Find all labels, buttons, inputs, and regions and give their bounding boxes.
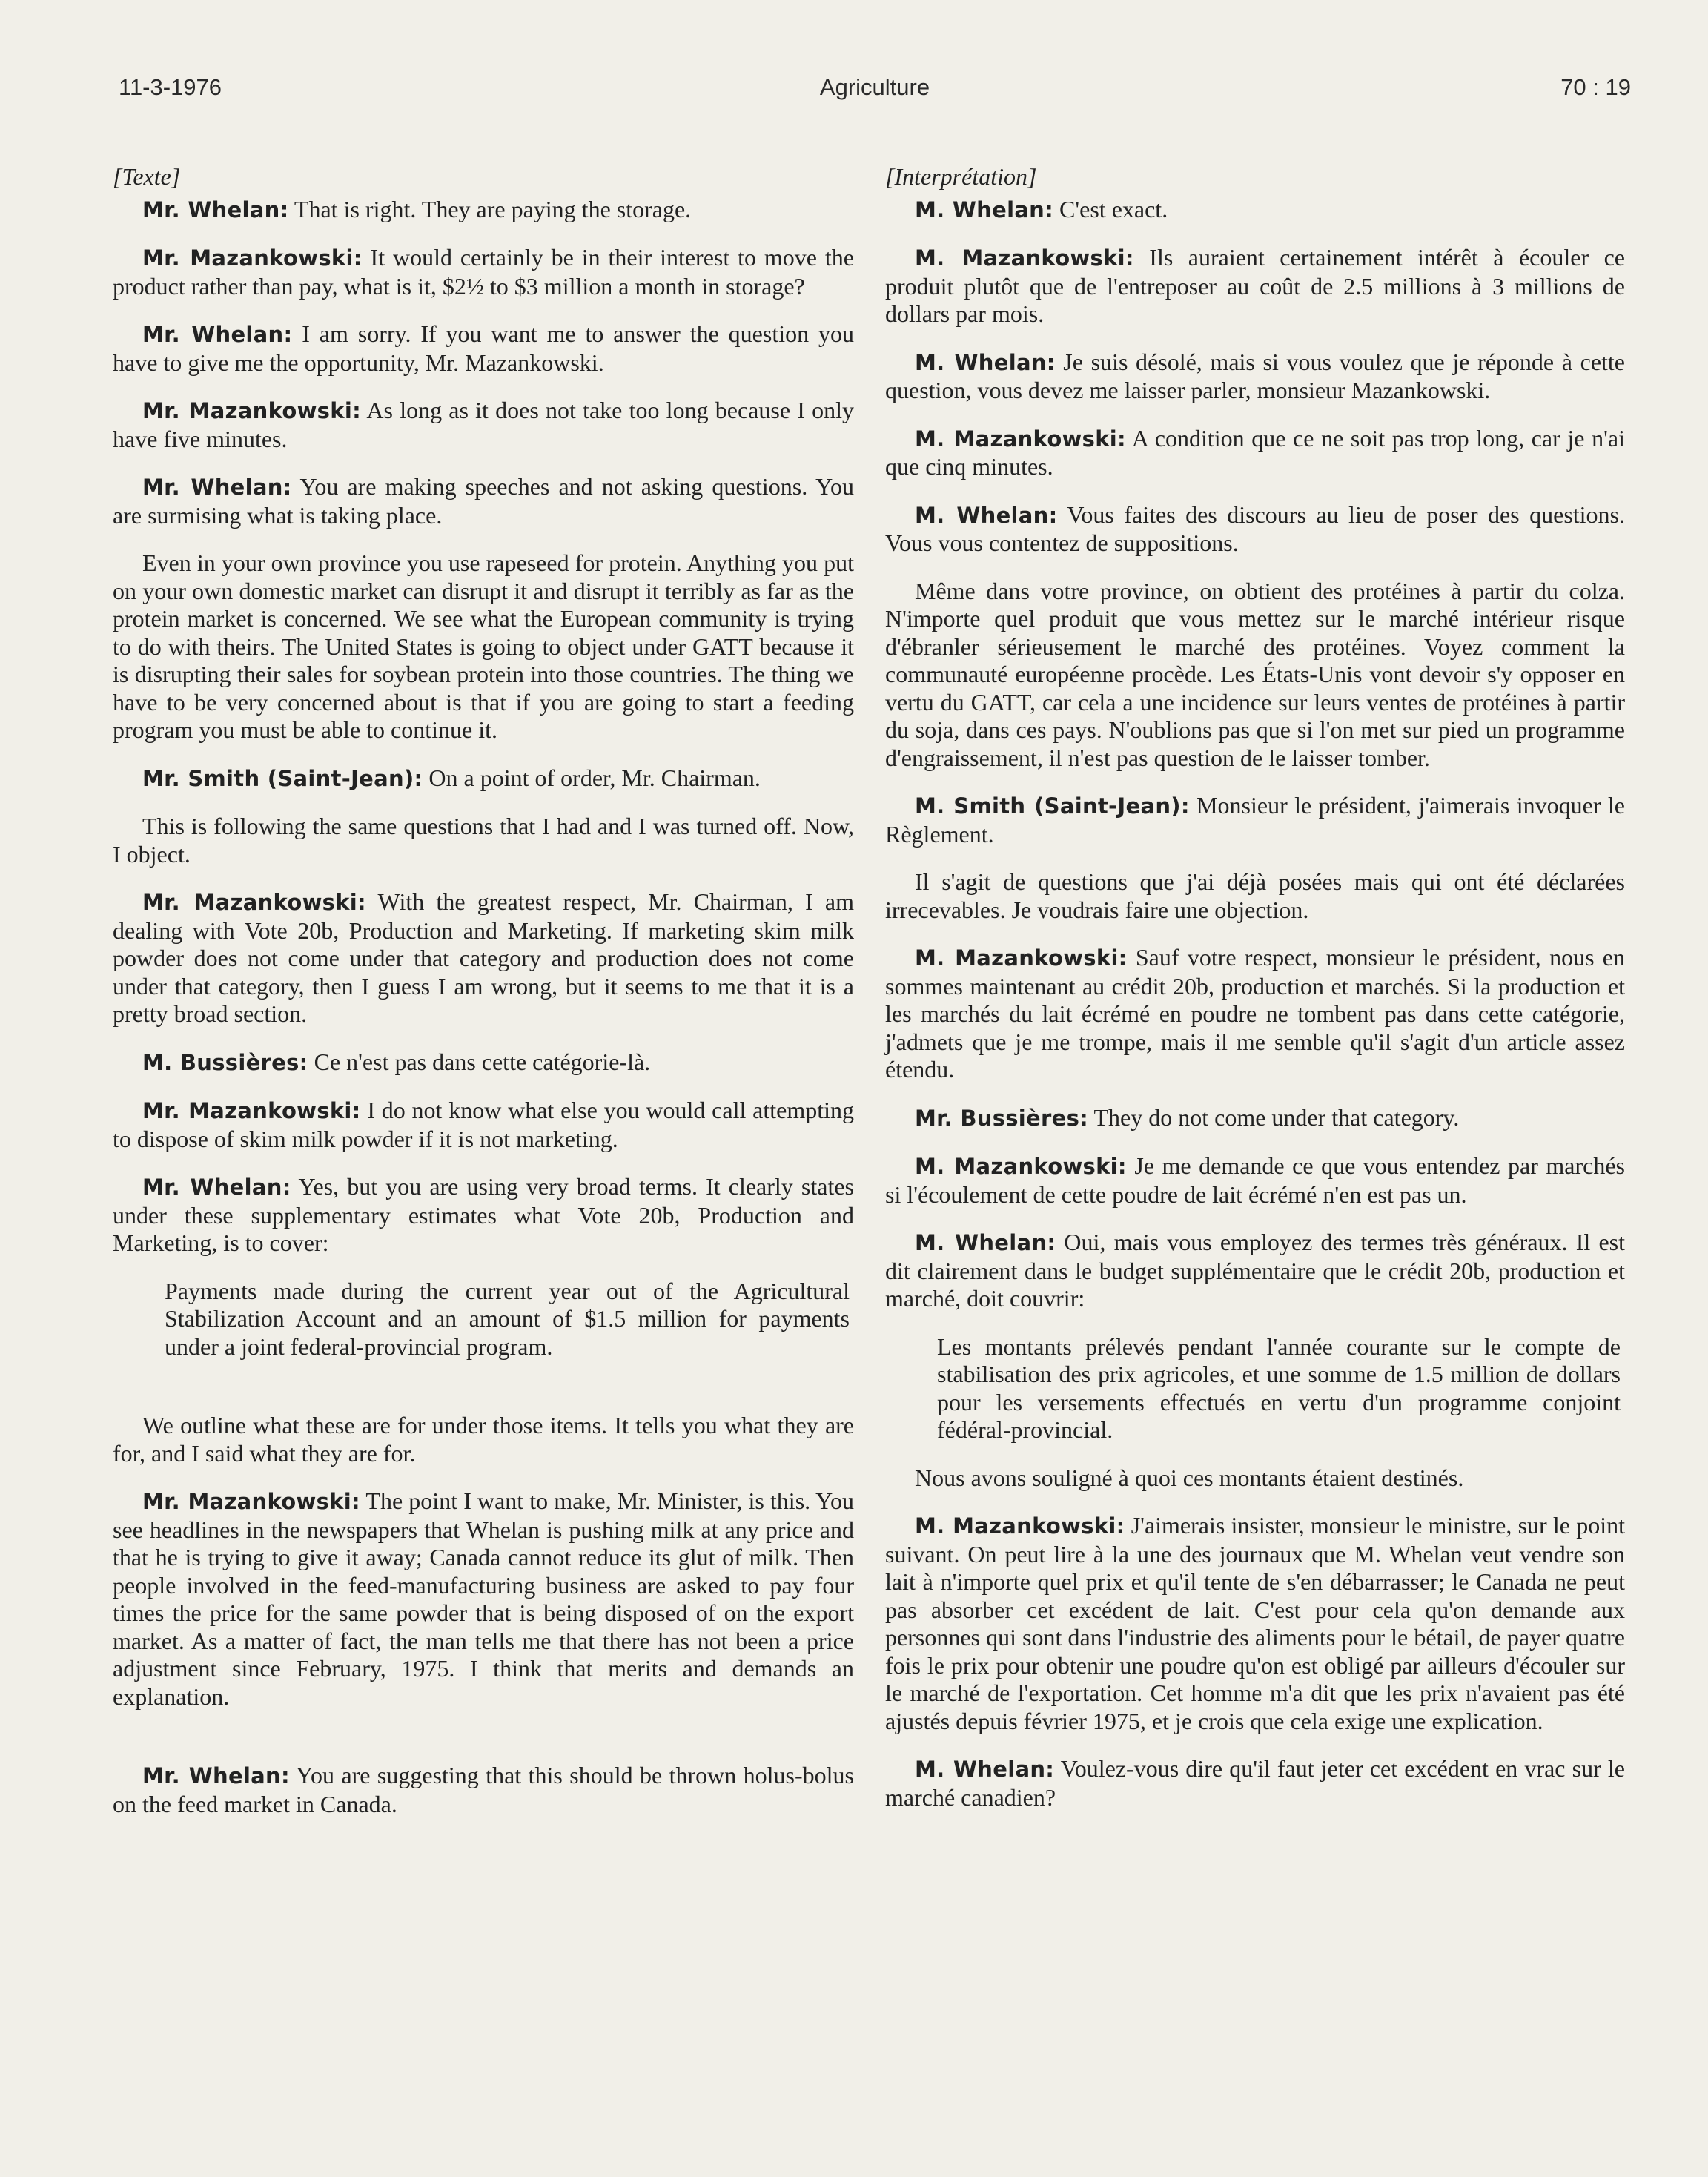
speaker-name: M. Mazankowski: (915, 1154, 1127, 1179)
paragraph (113, 1412, 854, 1467)
paragraph-text: Nous avons souligné à quoi ces montants étaient destinés. (915, 1464, 1464, 1491)
paragraph-text: This is following the same questions that I had and I was turned off. Now, I object. (113, 813, 854, 868)
speaker-name: M. Whelan: (915, 1757, 1055, 1782)
paragraph-text: The point I want to make, Mr. Minister, is this. You see headlines in the newspapers that Whelan is pushing milk at any price and that he is trying to give it away; Canada cannot reduce its glut of milk. Then people involved in the feed-manufacturing business are asked to pay four times the price for the same powder that is being disposed of on the export market. As a matter of fact, the man tells me that there has not been a price adjustment since February, 1975. I think that merits and demands an explanation. (113, 1487, 854, 1710)
left-paragraphs (113, 196, 854, 1258)
running-header (119, 74, 1631, 119)
speaker-name: M. Bussières: (142, 1049, 308, 1075)
paragraph (113, 397, 854, 453)
paragraph (113, 888, 854, 1028)
speaker-name: Mr. Whelan: (142, 475, 292, 500)
speaker-name: Mr. Mazankowski: (142, 1098, 361, 1123)
paragraph-text: Even in your own province you use rapeseed for protein. Anything you put on your own domestic market can disrupt it and disrupt it terribly as far as the protein market is concerned. We see what the European community is trying to do with theirs. The United States is going to object under GATT because it is disrupting their sales for soybean protein into those countries. The thing we have to be very concerned about is that if you are going to start a feeding program you must be able to continue it. (113, 549, 854, 743)
english-column (113, 163, 854, 1838)
paragraph (113, 764, 854, 793)
paragraph-text: Il s'agit de questions que j'ai déjà posées mais qui ont été déclarées irrecevables. Je voudrais faire une objection. (885, 868, 1625, 923)
paragraph-text: As long as it does not take too long because I only have five minutes. (113, 397, 854, 452)
right-quote: Les montants prélevés pendant l'année courante sur le compte de stabilisation des prix agricoles, et une somme de 1.5 million de dollars pour les versements effectués en vertu d'un programme conjoint fédéral-provincial. (937, 1332, 1621, 1443)
paragraph (885, 868, 1625, 924)
speaker-name: M. Smith (Saint-Jean): (915, 793, 1190, 819)
paragraph-text: Yes, but you are using very broad terms. It clearly states under these supplementary estimates what Vote 20b, Production and Marketing, is to cover: (113, 1173, 854, 1256)
paragraph-text: Sauf votre respect, monsieur le président, nous en sommes maintenant au crédit 20b, production et marchés. Si la production et les marchés du lait écrémé en poudre ne tombent pas dans cette catégorie, j'admets que je me trompe, mais il me semble qu'il s'agit d'un article assez étendu. (885, 944, 1625, 1083)
paragraph-text: On a point of order, Mr. Chairman. (423, 764, 761, 791)
speaker-name: Mr. Mazankowski: (142, 1489, 360, 1514)
paragraph-text: A condition que ce ne soit pas trop long, car je n'ai que cinq minutes. (885, 424, 1625, 480)
speaker-name: Mr. Mazankowski: (142, 398, 361, 423)
header-title: Agriculture (819, 74, 930, 100)
paragraph-text: With the greatest respect, Mr. Chairman, I am dealing with Vote 20b, Production and Marketing. If marketing skim milk powder does not come under that category and production does not come under that category, then I guess I am wrong, but it seems to me that it is a pretty broad section. (113, 888, 854, 1027)
paragraph-text: Voulez-vous dire qu'il faut jeter cet excédent en vrac sur le marché canadien? (885, 1755, 1626, 1811)
left-paragraphs-2 (113, 1412, 854, 1711)
left-spacer-2 (113, 1731, 854, 1762)
paragraph (885, 944, 1625, 1084)
section-label-texte: [Texte] (113, 163, 181, 190)
speaker-name: Mr. Bussières: (915, 1105, 1089, 1131)
paragraph (885, 244, 1625, 328)
paragraph (885, 1104, 1625, 1133)
paragraph (885, 1229, 1625, 1313)
paragraph-text: I do not know what else you would call attempting to dispose of skim milk powder if it is not marketing. (113, 1097, 854, 1152)
right-paragraphs (885, 196, 1625, 1313)
paragraph-text: It would certainly be in their interest to move the product rather than pay, what is it, $2½ to $3 million a month in storage? (113, 244, 854, 300)
paragraph (113, 320, 854, 377)
header-date: 11-3-1976 (119, 74, 222, 100)
paragraph-text: C'est exact. (1053, 195, 1168, 222)
speaker-name: M. Mazankowski: (915, 945, 1128, 971)
paragraph (113, 1762, 854, 1818)
section-label-interpretation: [Interprétation] (885, 163, 1037, 190)
speaker-name: Mr. Mazankowski: (142, 890, 366, 915)
paragraph (885, 1464, 1625, 1493)
paragraph (113, 196, 854, 225)
right-paragraphs-2 (885, 1464, 1625, 1812)
paragraph-text: Ils auraient certainement intérêt à écouler ce produit plutôt que de l'entreposer au coût de 2.5 millions à 3 millions de dollars par mois. (885, 244, 1625, 327)
speaker-name: M. Mazankowski: (915, 245, 1134, 271)
speaker-name: Mr. Whelan: (142, 1175, 291, 1200)
paragraph (113, 1173, 854, 1258)
paragraph-text: Même dans votre province, on obtient des protéines à partir du colza. N'importe quel produit que vous mettez sur le marché intérieur risque d'ébranler sérieusement le marché des protéines. Voyez comment la communauté européenne procède. Les États-Unis vont devoir s'y opposer en vertu du GATT, car cela a une incidence sur leurs ventes de protéines à partir du soja, dans ces pays. N'oublions pas que si l'on met sur pied un programme d'engraissement, il n'est pas question de le laisser tomber. (885, 577, 1625, 771)
paragraph-text: Vous faites des discours au lieu de poser des questions. Vous vous contentez de suppositions. (885, 501, 1626, 556)
paragraph (885, 578, 1625, 773)
paragraph-text: That is right. They are paying the storage. (288, 195, 692, 222)
paragraph (113, 473, 854, 529)
paragraph-text: They do not come under that category. (1088, 1103, 1460, 1131)
left-spacer (113, 1381, 854, 1412)
speaker-name: M. Mazankowski: (915, 1513, 1125, 1539)
paragraph-text: J'aimerais insister, monsieur le ministre, sur le point suivant. On peut lire à la une des journaux que M. Whelan veut vendre son lait à n'importe quel prix et qu'il tente de s'en débarrasser; le Canada ne peut pas absorber cet excédent de lait. C'est pour cela qu'on demande aux personnes qui sont dans l'industrie des aliments pour le bétail, de payer quatre fois le prix pour obtenir une poudre qu'on est obligé par ailleurs d'écouler sur le marché de l'exportation. Cet homme m'a dit que les prix n'avaient pas été ajustés depuis février 1975, et je crois que cela exige une explication. (885, 1512, 1625, 1734)
speaker-name: Mr. Mazankowski: (142, 245, 363, 271)
left-quote: Payments made during the current year out of the Agricultural Stabilization Account and an amount of $1.5 million for payments under a joint federal-provincial program. (165, 1277, 850, 1360)
paragraph-text: Oui, mais vous employez des termes très généraux. Il est dit clairement dans le budget supplémentaire que le crédit 20b, production et marché, doit couvrir: (885, 1229, 1626, 1312)
paragraph (113, 549, 854, 744)
speaker-name: Mr. Whelan: (142, 196, 289, 222)
paragraph (113, 1048, 854, 1077)
paragraph (885, 196, 1625, 225)
paragraph (113, 1487, 854, 1711)
paragraph-text: I am sorry. If you want me to answer the question you have to give me the opportunity, Mr. Mazankowski. (113, 320, 854, 376)
paragraph (885, 792, 1625, 848)
paragraph-text: You are making speeches and not asking questions. You are surmising what is taking place. (113, 473, 855, 529)
paragraph-text: Je me demande ce que vous entendez par marchés si l'écoulement de cette poudre de lait écrémé n'en est pas un. (885, 1152, 1625, 1208)
paragraph (885, 348, 1625, 405)
speaker-name: M. Whelan: (915, 1230, 1056, 1255)
speaker-name: Mr. Whelan: (142, 1763, 290, 1788)
french-column (885, 163, 1625, 1831)
paragraph-text: You are suggesting that this should be thrown holus-bolus on the feed market in Canada. (113, 1762, 854, 1817)
left-paragraphs-3 (113, 1762, 854, 1818)
speaker-name: M. Whelan: (915, 196, 1054, 222)
paragraph-text: Ce n'est pas dans cette catégorie-là. (308, 1048, 651, 1075)
speaker-name: M. Whelan: (915, 349, 1056, 375)
paragraph (885, 1152, 1625, 1209)
paragraph-text: Je suis désolé, mais si vous voulez que je réponde à cette question, vous devez me laisser parler, monsieur Mazankowski. (885, 348, 1626, 403)
paragraph (885, 501, 1625, 558)
speaker-name: Mr. Smith (Saint-Jean): (142, 765, 423, 791)
paragraph (113, 813, 854, 868)
paragraph (113, 244, 854, 300)
paragraph (885, 425, 1625, 481)
paragraph-text: We outline what these are for under those items. It tells you what they are for, and I said what they are for. (113, 1412, 854, 1467)
paragraph (885, 1755, 1625, 1811)
header-page-number: 70 : 19 (1560, 74, 1631, 100)
paragraph (885, 1512, 1625, 1735)
paragraph (113, 1097, 854, 1153)
paragraph-text: Monsieur le président, j'aimerais invoquer le Règlement. (885, 792, 1625, 848)
speaker-name: Mr. Whelan: (142, 322, 293, 347)
speaker-name: M. Mazankowski: (915, 426, 1126, 452)
speaker-name: M. Whelan: (915, 502, 1058, 528)
